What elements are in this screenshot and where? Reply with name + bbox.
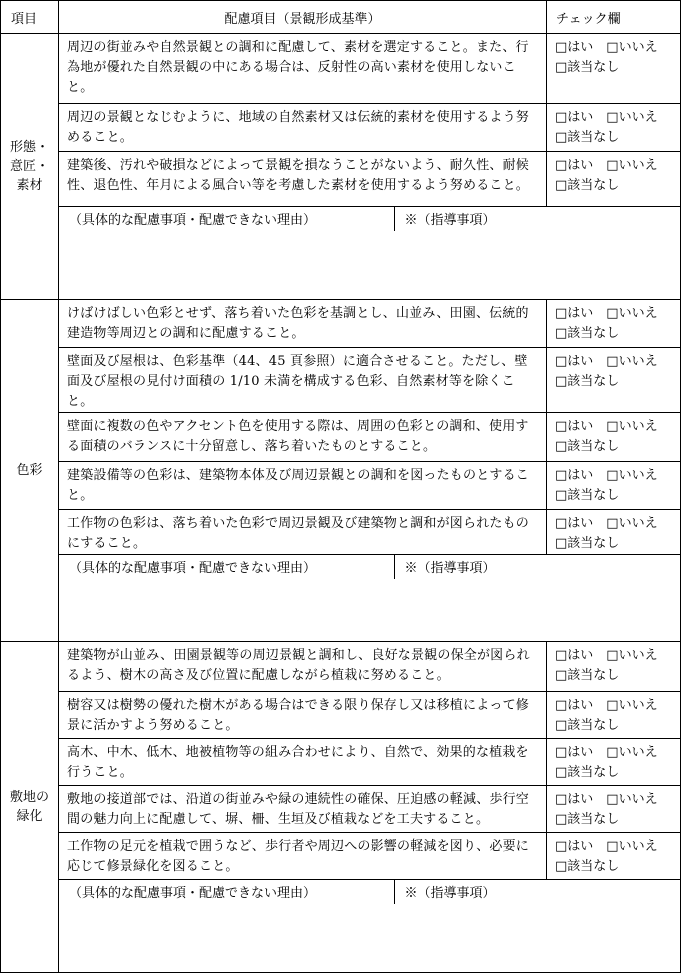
not-applicable-checkbox[interactable]: □該当なし [555,326,620,341]
yes-no-checkboxes[interactable]: □はい □いいえ [555,306,658,321]
yes-no-checkboxes[interactable]: □はい □いいえ [555,110,658,125]
consideration-text: 工作物の足元を植栽で囲うなど、歩行者や周辺への影響の軽減を図り、必要に応じて修景緑化を図ること。 [59,833,547,880]
not-applicable-checkbox[interactable]: □該当なし [555,488,620,503]
not-applicable-checkbox[interactable]: □該当なし [555,812,620,827]
category-site-greening [1,642,59,973]
consideration-text: 高木、中木、低木、地被植物等の組み合わせにより、自然で、効果的な植栽を行うこと。 [59,739,547,786]
check-options[interactable] [547,786,681,833]
category-form-design-material [1,34,59,300]
table-row [1,510,681,555]
table-row [1,786,681,833]
notes-row [1,207,681,300]
not-applicable-checkbox[interactable]: □該当なし [555,765,620,780]
not-applicable-checkbox[interactable]: □該当なし [555,718,620,733]
header-item: 項目 [1,1,59,34]
notes-cell [59,880,681,973]
check-options[interactable] [547,348,681,413]
not-applicable-checkbox[interactable]: □該当なし [555,60,620,75]
notes-specific-consideration[interactable]: （具体的な配慮事項・配慮できない理由） [59,880,394,904]
check-options[interactable] [547,413,681,462]
notes-cell [59,555,681,642]
consideration-text: 敷地の接道部では、沿道の街並みや緑の連続性の確保、圧迫感の軽減、歩行空間の魅力向上に配慮して、塀、柵、生垣及び植栽などを工夫すること。 [59,786,547,833]
header-check: チェック欄 [547,1,681,34]
yes-no-checkboxes[interactable]: □はい □いいえ [555,468,658,483]
yes-no-checkboxes[interactable]: □はい □いいえ [555,839,658,854]
yes-no-checkboxes[interactable]: □はい □いいえ [555,698,658,713]
check-options[interactable] [547,739,681,786]
not-applicable-checkbox[interactable]: □該当なし [555,130,620,145]
notes-table [59,207,681,231]
consideration-text: 樹容又は樹勢の優れた樹木がある場合はできる限り保存し又は移植によって修景に活かすよう努めること。 [59,692,547,739]
yes-no-checkboxes[interactable]: □はい □いいえ [555,419,658,434]
yes-no-checkboxes[interactable]: □はい □いいえ [555,158,658,173]
table-row [1,348,681,413]
consideration-text: 周辺の街並みや自然景観との調和に配慮して、素材を選定すること。また、行為地が優れた自然景観の中にある場合は、反射性の高い素材を使用しないこと。 [59,34,547,104]
notes-specific-consideration[interactable]: （具体的な配慮事項・配慮できない理由） [59,207,394,231]
consideration-text: 工作物の色彩は、落ち着いた色彩で周辺景観及び建築物と調和が図られたものにすること。 [59,510,547,555]
not-applicable-checkbox[interactable]: □該当なし [555,859,620,874]
not-applicable-checkbox[interactable]: □該当なし [555,536,620,551]
table-row [1,104,681,152]
consideration-text: 建築設備等の色彩は、建築物本体及び周辺景観との調和を図ったものとすること。 [59,462,547,510]
check-options[interactable] [547,300,681,348]
check-options[interactable] [547,104,681,152]
check-options[interactable] [547,692,681,739]
table-row [1,300,681,348]
not-applicable-checkbox[interactable]: □該当なし [555,374,620,389]
notes-guidance[interactable]: ※（指導事項） [404,561,496,576]
table-row [1,833,681,880]
yes-no-checkboxes[interactable]: □はい □いいえ [555,792,658,807]
consideration-text: けばけばしい色彩とせず、落ち着いた色彩を基調とし、山並み、田園、伝統的建造物等周辺との調和に配慮すること。 [59,300,547,348]
check-options[interactable] [547,833,681,880]
not-applicable-checkbox[interactable]: □該当なし [555,668,620,683]
check-options[interactable] [547,34,681,104]
consideration-text: 壁面及び屋根は、色彩基準（44、45 頁参照）に適合させること。ただし、壁面及び屋根の見付け面積の 1/10 未満を構成する色彩、自然素材等を除くこと。 [59,348,547,413]
consideration-text: 建築物が山並み、田園景観等の周辺景観と調和し、良好な景観の保全が図られるよう、樹木の高さ及び位置に配慮しながら植栽に努めること。 [59,642,547,692]
category-line: 形態・ [9,140,49,155]
category-line: 色彩 [16,463,43,478]
yes-no-checkboxes[interactable]: □はい □いいえ [555,354,658,369]
notes-guidance[interactable]: ※（指導事項） [404,213,496,228]
table-row [1,642,681,692]
check-options[interactable] [547,642,681,692]
header-consideration: 配慮項目（景観形成基準） [59,1,547,34]
consideration-text: 壁面に複数の色やアクセント色を使用する際は、周囲の色彩との調和、使用する面積のバランスに十分留意し、落ち着いたものとすること。 [59,413,547,462]
notes-table [59,555,681,579]
table-row [1,462,681,510]
notes-table [59,880,681,904]
notes-guidance[interactable]: ※（指導事項） [404,886,496,901]
consideration-text: 建築後、汚れや破損などによって景観を損なうことがないよう、耐久性、耐候性、退色性、年月による風合い等を考慮した素材を使用するよう努めること。 [59,152,547,207]
notes-row [1,880,681,973]
check-options[interactable] [547,510,681,555]
yes-no-checkboxes[interactable]: □はい □いいえ [555,516,658,531]
category-line: 意匠・ [9,159,49,174]
notes-cell [59,207,681,300]
table-row [1,34,681,104]
category-line: 素材 [16,178,43,193]
category-color [1,300,59,642]
consideration-text: 周辺の景観となじむように、地域の自然素材又は伝統的素材を使用するよう努めること。 [59,104,547,152]
table-row [1,739,681,786]
notes-row [1,555,681,642]
check-options[interactable] [547,462,681,510]
not-applicable-checkbox[interactable]: □該当なし [555,439,620,454]
category-line: 敷地の [9,790,49,805]
notes-specific-consideration[interactable]: （具体的な配慮事項・配慮できない理由） [59,555,394,579]
category-line: 緑化 [16,809,43,824]
yes-no-checkboxes[interactable]: □はい □いいえ [555,40,658,55]
header-row [1,1,681,34]
check-options[interactable] [547,152,681,207]
table-row [1,692,681,739]
yes-no-checkboxes[interactable]: □はい □いいえ [555,648,658,663]
not-applicable-checkbox[interactable]: □該当なし [555,178,620,193]
table-row [1,152,681,207]
table-row [1,413,681,462]
yes-no-checkboxes[interactable]: □はい □いいえ [555,745,658,760]
